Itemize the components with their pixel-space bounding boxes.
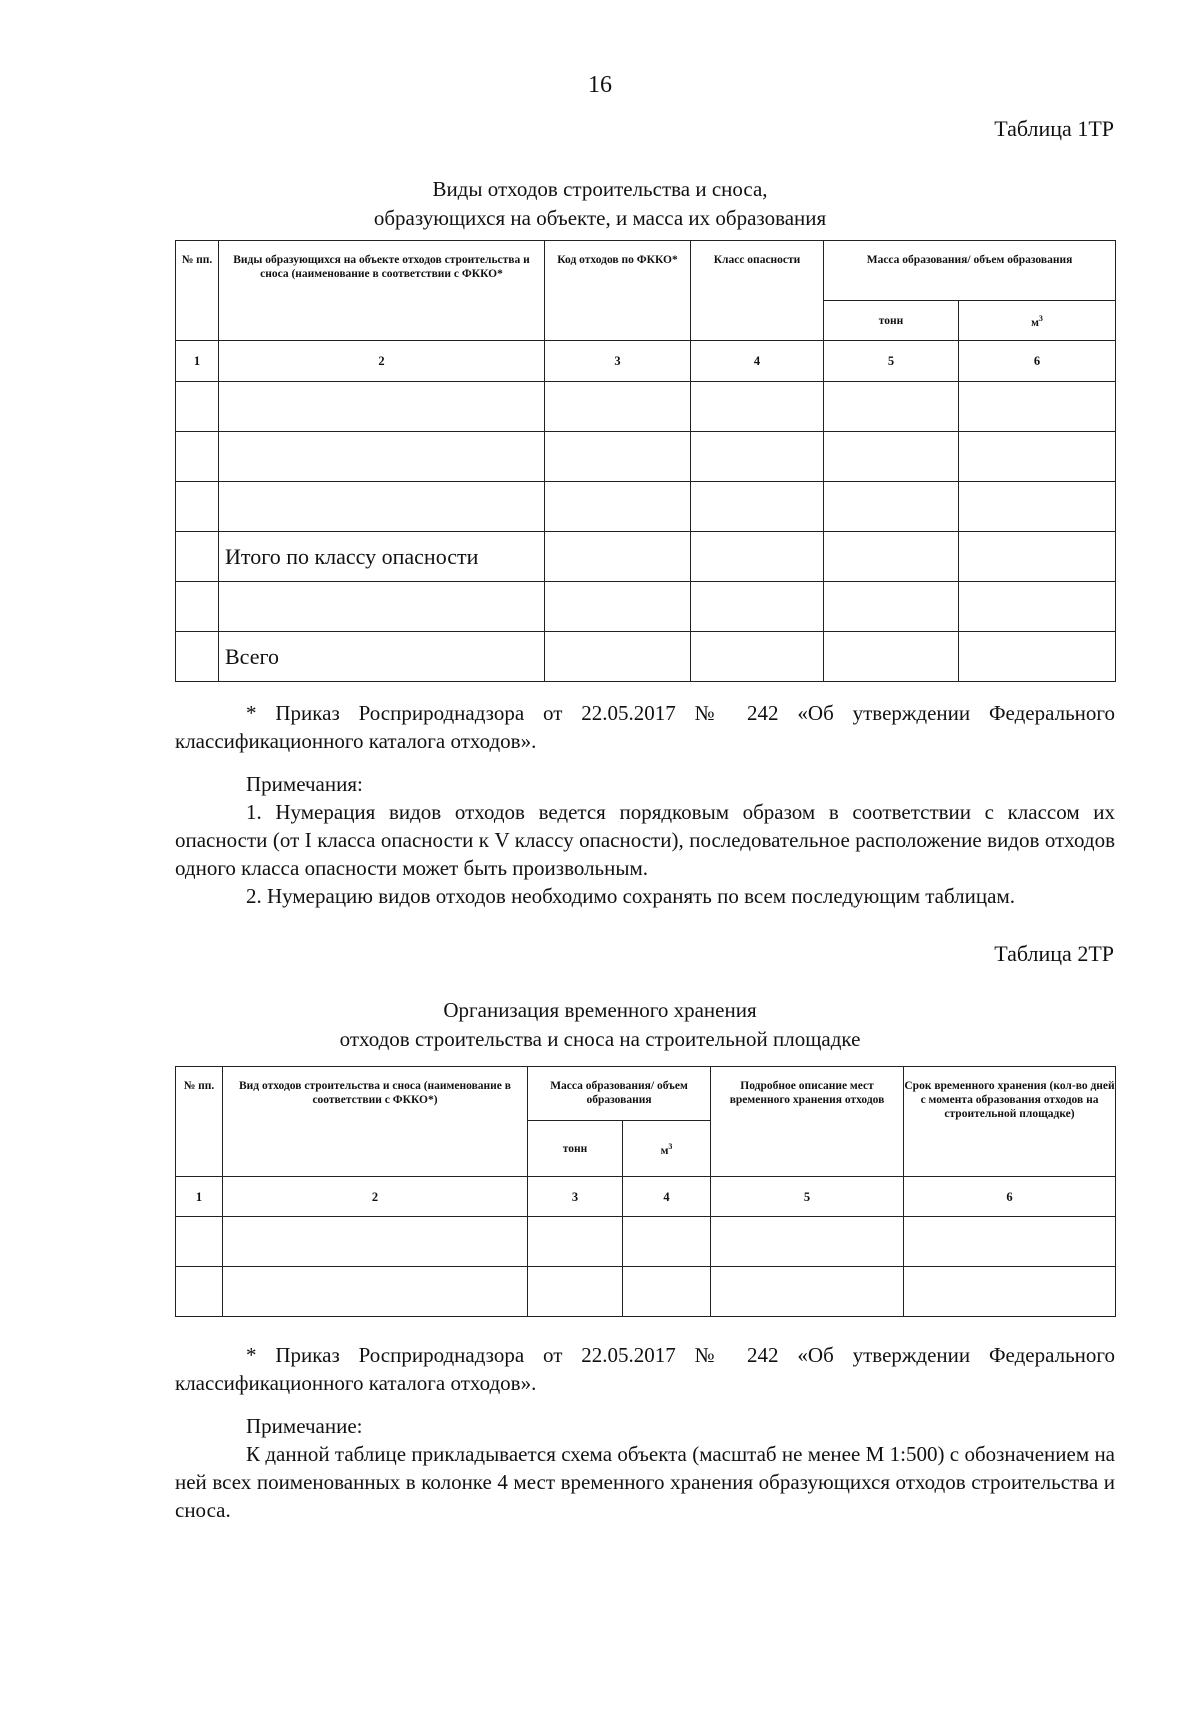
unit-exponent: 3 (668, 1141, 673, 1151)
table-cell[interactable] (959, 582, 1116, 632)
waste-types-table (175, 240, 1116, 682)
table-row (176, 1267, 1116, 1317)
table-row (176, 432, 1116, 482)
table-1-notes (175, 770, 1115, 910)
unit-base: м (660, 1144, 669, 1157)
table-cell[interactable] (959, 382, 1116, 432)
table-cell[interactable] (176, 482, 219, 532)
table-2-note (175, 1412, 1115, 1524)
table-cell[interactable] (711, 1267, 904, 1317)
header-number: № пп. (176, 241, 219, 341)
table-cell[interactable] (959, 482, 1116, 532)
table-cell[interactable] (219, 382, 545, 432)
column-number: 5 (711, 1177, 904, 1217)
column-number: 4 (623, 1177, 711, 1217)
table-row (176, 1217, 1116, 1267)
table-cell[interactable] (176, 582, 219, 632)
table-cell[interactable] (691, 382, 824, 432)
table-2-title-line-1: Организация временного хранения (443, 998, 757, 1022)
table-cell[interactable] (824, 582, 959, 632)
table-cell[interactable] (176, 632, 219, 682)
table-1-label: Таблица 1ТР (994, 116, 1114, 141)
table-cell[interactable] (959, 532, 1116, 582)
table-cell[interactable] (545, 632, 691, 682)
table-cell[interactable] (623, 1267, 711, 1317)
table-cell[interactable] (904, 1267, 1116, 1317)
column-number: 5 (824, 341, 959, 382)
temporary-storage-table (175, 1066, 1116, 1317)
table-cell[interactable] (691, 432, 824, 482)
header-tonnes: тонн (824, 301, 959, 341)
column-number: 1 (176, 341, 219, 382)
unit-exponent: 3 (1038, 313, 1043, 323)
page-number: 16 (588, 72, 612, 98)
table-2-label: Таблица 2ТР (994, 941, 1114, 966)
table-cell[interactable] (545, 432, 691, 482)
table-cell[interactable] (219, 432, 545, 482)
table-cell[interactable] (691, 532, 824, 582)
table-2-title (0, 996, 1200, 1054)
table-cell[interactable] (959, 632, 1116, 682)
unit-base: м (1031, 316, 1039, 329)
header-waste-type: Вид отходов строительства и сноса (наименование в соответствии с ФККО*) (223, 1067, 528, 1177)
column-number-row (176, 1177, 1116, 1217)
table-cell[interactable] (824, 382, 959, 432)
table-cell[interactable] (176, 432, 219, 482)
header-waste-code: Код отходов по ФККО* (545, 241, 691, 341)
table-cell[interactable] (959, 432, 1116, 482)
header-waste-type: Виды образующихся на объекте отходов строительства и сноса (наименование в соответствии с ФККО* (219, 241, 545, 341)
header-storage-period: Срок временного хранения (кол-во дней с момента образования отходов на строительной площадке) (904, 1067, 1116, 1177)
column-number: 3 (528, 1177, 623, 1217)
table-cell[interactable] (691, 632, 824, 682)
header-cubic-meters (623, 1121, 711, 1177)
table-cell[interactable] (545, 582, 691, 632)
table-row (176, 582, 1116, 632)
header-cubic-meters (959, 301, 1116, 341)
table-1-title (0, 175, 1200, 233)
table-cell[interactable] (223, 1217, 528, 1267)
total-row (176, 632, 1116, 682)
table-cell[interactable] (711, 1217, 904, 1267)
table-cell[interactable] (545, 382, 691, 432)
notes-heading: Примечания: (246, 772, 363, 796)
table-cell[interactable] (824, 482, 959, 532)
note-heading: Примечание: (246, 1414, 363, 1438)
header-hazard-class: Класс опасности (691, 241, 824, 341)
column-number-row (176, 341, 1116, 382)
table-cell[interactable] (904, 1217, 1116, 1267)
header-storage-description: Подробное описание мест временного хранения отходов (711, 1067, 904, 1177)
table-row (176, 482, 1116, 532)
header-mass-volume: Масса образования/ объем образования (824, 241, 1116, 301)
table-2-title-line-2: отходов строительства и сноса на строительной площадке (339, 1027, 861, 1051)
column-number: 3 (545, 341, 691, 382)
table-cell[interactable] (528, 1217, 623, 1267)
subtotal-label: Итого по классу опасности (219, 532, 545, 582)
table-cell[interactable] (545, 482, 691, 532)
note-text: К данной таблице прикладывается схема объекта (масштаб не менее М 1:500) с обозначением на ней всех поименованных в колонке 4 мест временного хранения образующихся отходов строительства и сноса. (175, 1442, 1115, 1522)
table-1-title-line-2: образующихся на объекте, и масса их образования (373, 206, 827, 230)
table-row (176, 382, 1116, 432)
table-cell[interactable] (223, 1267, 528, 1317)
table-cell[interactable] (623, 1217, 711, 1267)
table-cell[interactable] (545, 532, 691, 582)
table-cell[interactable] (219, 482, 545, 532)
table-cell[interactable] (824, 432, 959, 482)
header-mass-volume: Масса образования/ объем образования (528, 1067, 711, 1121)
table-2-footnote: * Приказ Росприроднадзора от 22.05.2017 № 242 «Об утверждении Федерального классификационного каталога отходов». (175, 1343, 1115, 1395)
table-1-footnote: * Приказ Росприроднадзора от 22.05.2017 № 242 «Об утверждении Федерального классификационного каталога отходов». (175, 701, 1115, 753)
column-number: 2 (219, 341, 545, 382)
table-cell[interactable] (176, 1267, 223, 1317)
subtotal-row (176, 532, 1116, 582)
table-cell[interactable] (176, 1217, 223, 1267)
table-cell[interactable] (824, 532, 959, 582)
header-tonnes: тонн (528, 1121, 623, 1177)
table-cell[interactable] (824, 632, 959, 682)
column-number: 2 (223, 1177, 528, 1217)
table-cell[interactable] (176, 382, 219, 432)
table-cell[interactable] (691, 582, 824, 632)
column-number: 1 (176, 1177, 223, 1217)
table-1-title-line-1: Виды отходов строительства и сноса, (432, 177, 768, 201)
note-1: 1. Нумерация видов отходов ведется порядковым образом в соответствии с классом их опасности (от I класса опасности к V классу опасности), последовательное расположение видов отходов одного класса опасности может быть произвольным. (175, 800, 1115, 880)
column-number: 6 (904, 1177, 1116, 1217)
column-number: 6 (959, 341, 1116, 382)
table-cell[interactable] (528, 1267, 623, 1317)
column-number: 4 (691, 341, 824, 382)
note-2: 2. Нумерацию видов отходов необходимо сохранять по всем последующим таблицам. (246, 884, 1015, 908)
total-label: Всего (219, 632, 545, 682)
table-cell[interactable] (219, 582, 545, 632)
header-number: № пп. (176, 1067, 223, 1177)
table-cell[interactable] (691, 482, 824, 532)
table-cell[interactable] (176, 532, 219, 582)
